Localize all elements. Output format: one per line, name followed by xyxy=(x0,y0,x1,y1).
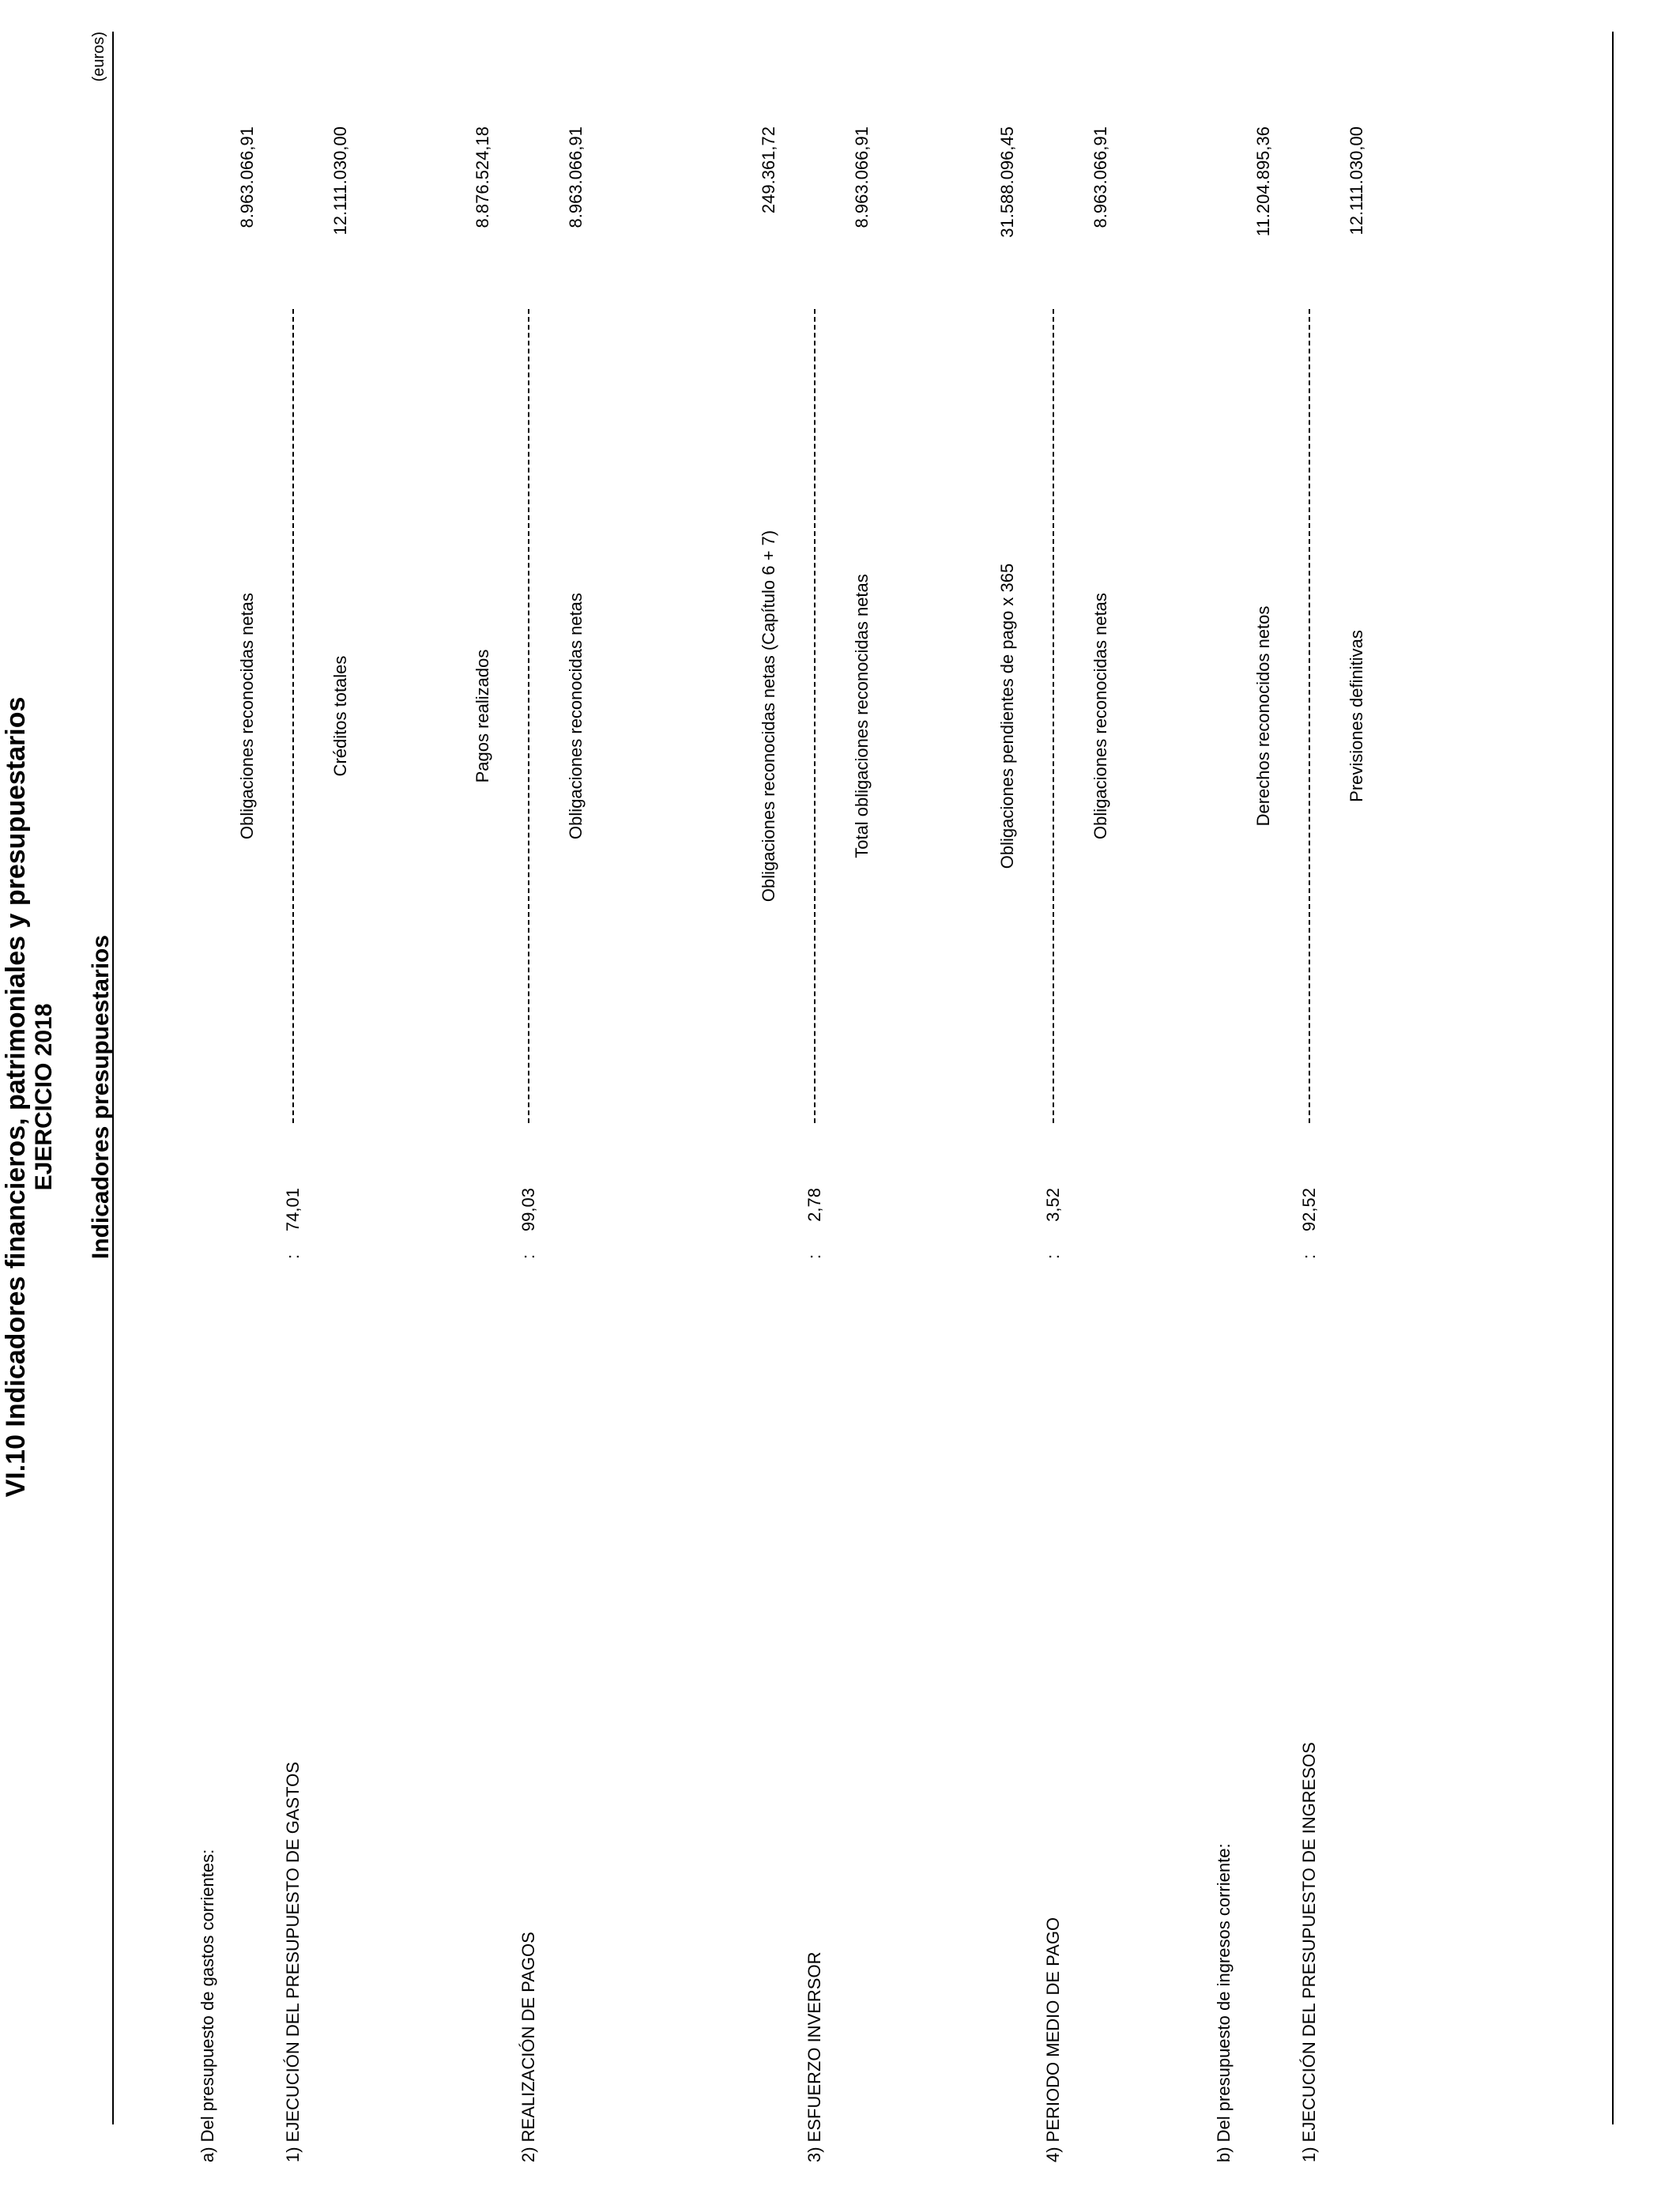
denominator-label: Obligaciones reconocidas netas xyxy=(566,593,586,839)
numerator-value: 8.963.066,91 xyxy=(237,126,257,228)
fraction-line xyxy=(292,309,294,1123)
numerator-value: 8.876.524,18 xyxy=(473,126,492,228)
denominator-label: Previsiones definitivas xyxy=(1347,630,1366,802)
denominator-value: 8.963.066,91 xyxy=(852,126,872,228)
indicator-label: 2) REALIZACIÓN DE PAGOS xyxy=(518,1932,538,2162)
numerator-value: 249.361,72 xyxy=(759,126,778,214)
indicator-result: 92,52 xyxy=(1299,1188,1319,1232)
page-title: VI.10 Indicadores financieros, patrimoniales y presupuestarios xyxy=(1,696,31,1498)
numerator-label: Obligaciones reconocidas netas (Capítulo 6 + 7) xyxy=(759,530,778,903)
denominator-value: 8.963.066,91 xyxy=(566,126,586,228)
units-label: (euros) xyxy=(90,32,107,82)
numerator-value: 11.204.895,36 xyxy=(1253,126,1273,237)
indicator-colon: : xyxy=(1043,1253,1063,1259)
page-subtitle: EJERCICIO 2018 xyxy=(31,1003,57,1191)
indicator-label: 1) EJECUCIÓN DEL PRESUPUESTO DE INGRESOS xyxy=(1299,1742,1319,2162)
section-title: Indicadores presupuestarios xyxy=(88,934,114,1260)
denominator-label: Total obligaciones reconocidas netas xyxy=(852,574,872,858)
fraction-line xyxy=(1053,309,1054,1123)
footer-rule xyxy=(1612,32,1614,2124)
numerator-value: 31.588.096,45 xyxy=(997,126,1017,238)
numerator-label: Derechos reconocidos netos xyxy=(1253,605,1273,827)
indicator-result: 3,52 xyxy=(1043,1188,1063,1222)
denominator-label: Obligaciones reconocidas netas xyxy=(1090,593,1110,839)
indicator-label: 3) ESFUERZO INVERSOR xyxy=(804,1951,824,2162)
numerator-label: Pagos realizados xyxy=(473,649,492,783)
denominator-value: 8.963.066,91 xyxy=(1090,126,1110,228)
indicator-label: 1) EJECUCIÓN DEL PRESUPUESTO DE GASTOS xyxy=(283,1762,303,2162)
indicator-colon: : xyxy=(283,1253,303,1259)
denominator-value: 12.111.030,00 xyxy=(330,126,350,236)
indicator-result: 2,78 xyxy=(804,1188,824,1222)
indicator-result: 99,03 xyxy=(518,1188,538,1232)
group-label-gastos: a) Del presupuesto de gastos corrientes: xyxy=(198,1849,217,2162)
fraction-line xyxy=(528,309,529,1123)
indicator-colon: : xyxy=(518,1253,538,1259)
denominator-label: Créditos totales xyxy=(330,655,350,777)
denominator-value: 12.111.030,00 xyxy=(1347,126,1366,236)
fraction-line xyxy=(814,309,816,1123)
numerator-label: Obligaciones pendientes de pago x 365 xyxy=(997,563,1017,869)
indicator-label: 4) PERIODO MEDIO DE PAGO xyxy=(1043,1917,1063,2162)
fraction-line xyxy=(1309,309,1310,1123)
group-label-ingresos: b) Del presupuesto de ingresos corriente: xyxy=(1214,1843,1234,2162)
indicator-colon: : xyxy=(1299,1253,1319,1259)
indicator-colon: : xyxy=(804,1253,824,1259)
indicator-result: 74,01 xyxy=(283,1188,303,1232)
numerator-label: Obligaciones reconocidas netas xyxy=(237,593,257,839)
